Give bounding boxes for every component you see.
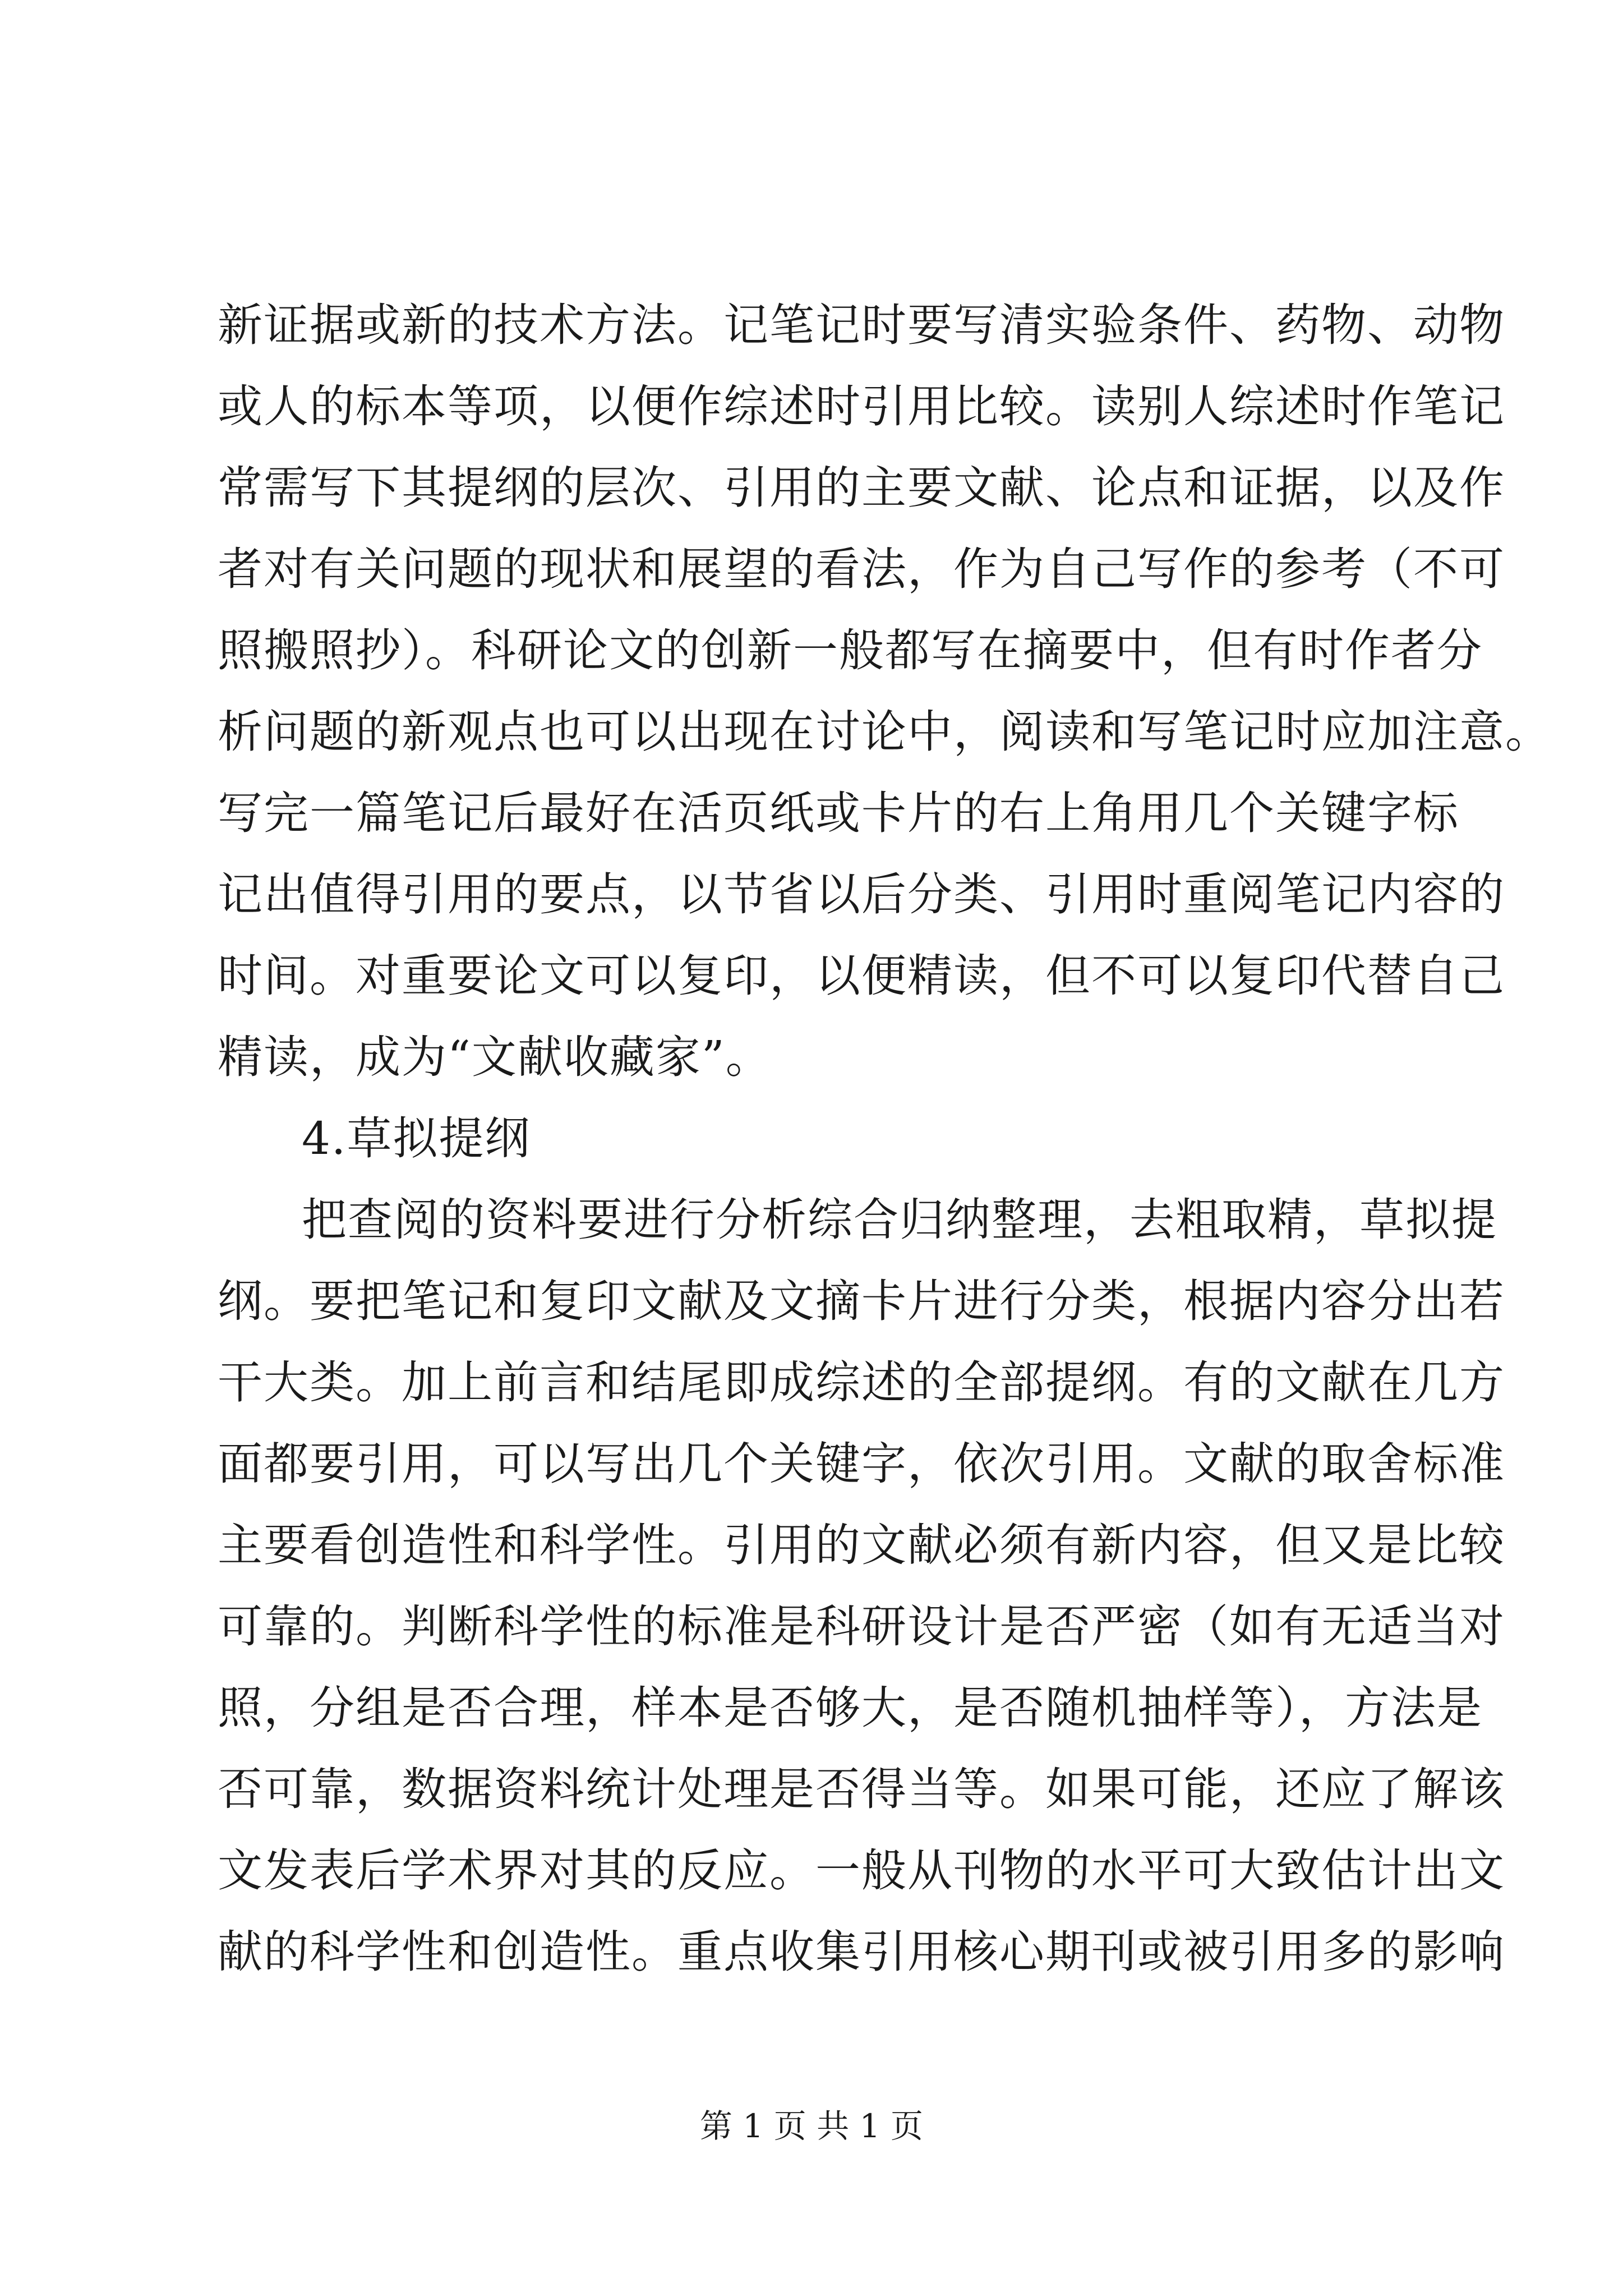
- text-line: 记出值得引用的要点，以节省以后分类、引用时重阅笔记内容的: [218, 868, 1505, 921]
- text-line: 干大类。加上前言和结尾即成综述的全部提纲。有的文献在几方: [218, 1356, 1505, 1409]
- text-line: 者对有关问题的现状和展望的看法，作为自己写作的参考（不可: [218, 543, 1505, 595]
- text-line: 可靠的。判断科学性的标准是科研设计是否严密（如有无适当对: [218, 1600, 1505, 1653]
- text-line: 析问题的新观点也可以出现在讨论中，阅读和写笔记时应加注意。: [218, 706, 1551, 758]
- text-line: 主要看创造性和科学性。引用的文献必须有新内容，但又是比较: [218, 1519, 1505, 1571]
- text-line: 文发表后学术界对其的反应。一般从刊物的水平可大致估计出文: [218, 1844, 1505, 1897]
- text-line: 否可靠，数据资料统计处理是否得当等。如果可能，还应了解该: [218, 1763, 1505, 1815]
- text-line: 精读，成为“文献收藏家”。: [218, 1031, 772, 1083]
- section-heading: 4.草拟提纲: [302, 1112, 531, 1165]
- text-line: 时间。对重要论文可以复印，以便精读，但不可以复印代替自己: [218, 950, 1505, 1002]
- text-line: 献的科学性和创造性。重点收集引用核心期刊或被引用多的影响: [218, 1926, 1505, 1978]
- text-line: 常需写下其提纲的层次、引用的主要文献、论点和证据，以及作: [218, 462, 1505, 514]
- text-line: 新证据或新的技术方法。记笔记时要写清实验条件、药物、动物: [218, 299, 1505, 351]
- text-line: 写完一篇笔记后最好在活页纸或卡片的右上角用几个关键字标: [218, 787, 1459, 839]
- text-line: 面都要引用，可以写出几个关键字，依次引用。文献的取舍标准: [218, 1438, 1505, 1490]
- text-line: 把查阅的资料要进行分析综合归纳整理，去粗取精，草拟提: [302, 1194, 1497, 1246]
- text-line: 照搬照抄）。科研论文的创新一般都写在摘要中，但有时作者分: [218, 624, 1483, 677]
- text-line: 或人的标本等项，以便作综述时引用比较。读别人综述时作笔记: [218, 380, 1505, 432]
- page-footer: 第 1 页 共 1 页: [700, 2107, 923, 2145]
- text-line: 照，分组是否合理，样本是否够大，是否随机抽样等），方法是: [218, 1682, 1483, 1734]
- text-line: 纲。要把笔记和复印文献及文摘卡片进行分类，根据内容分出若: [218, 1275, 1505, 1327]
